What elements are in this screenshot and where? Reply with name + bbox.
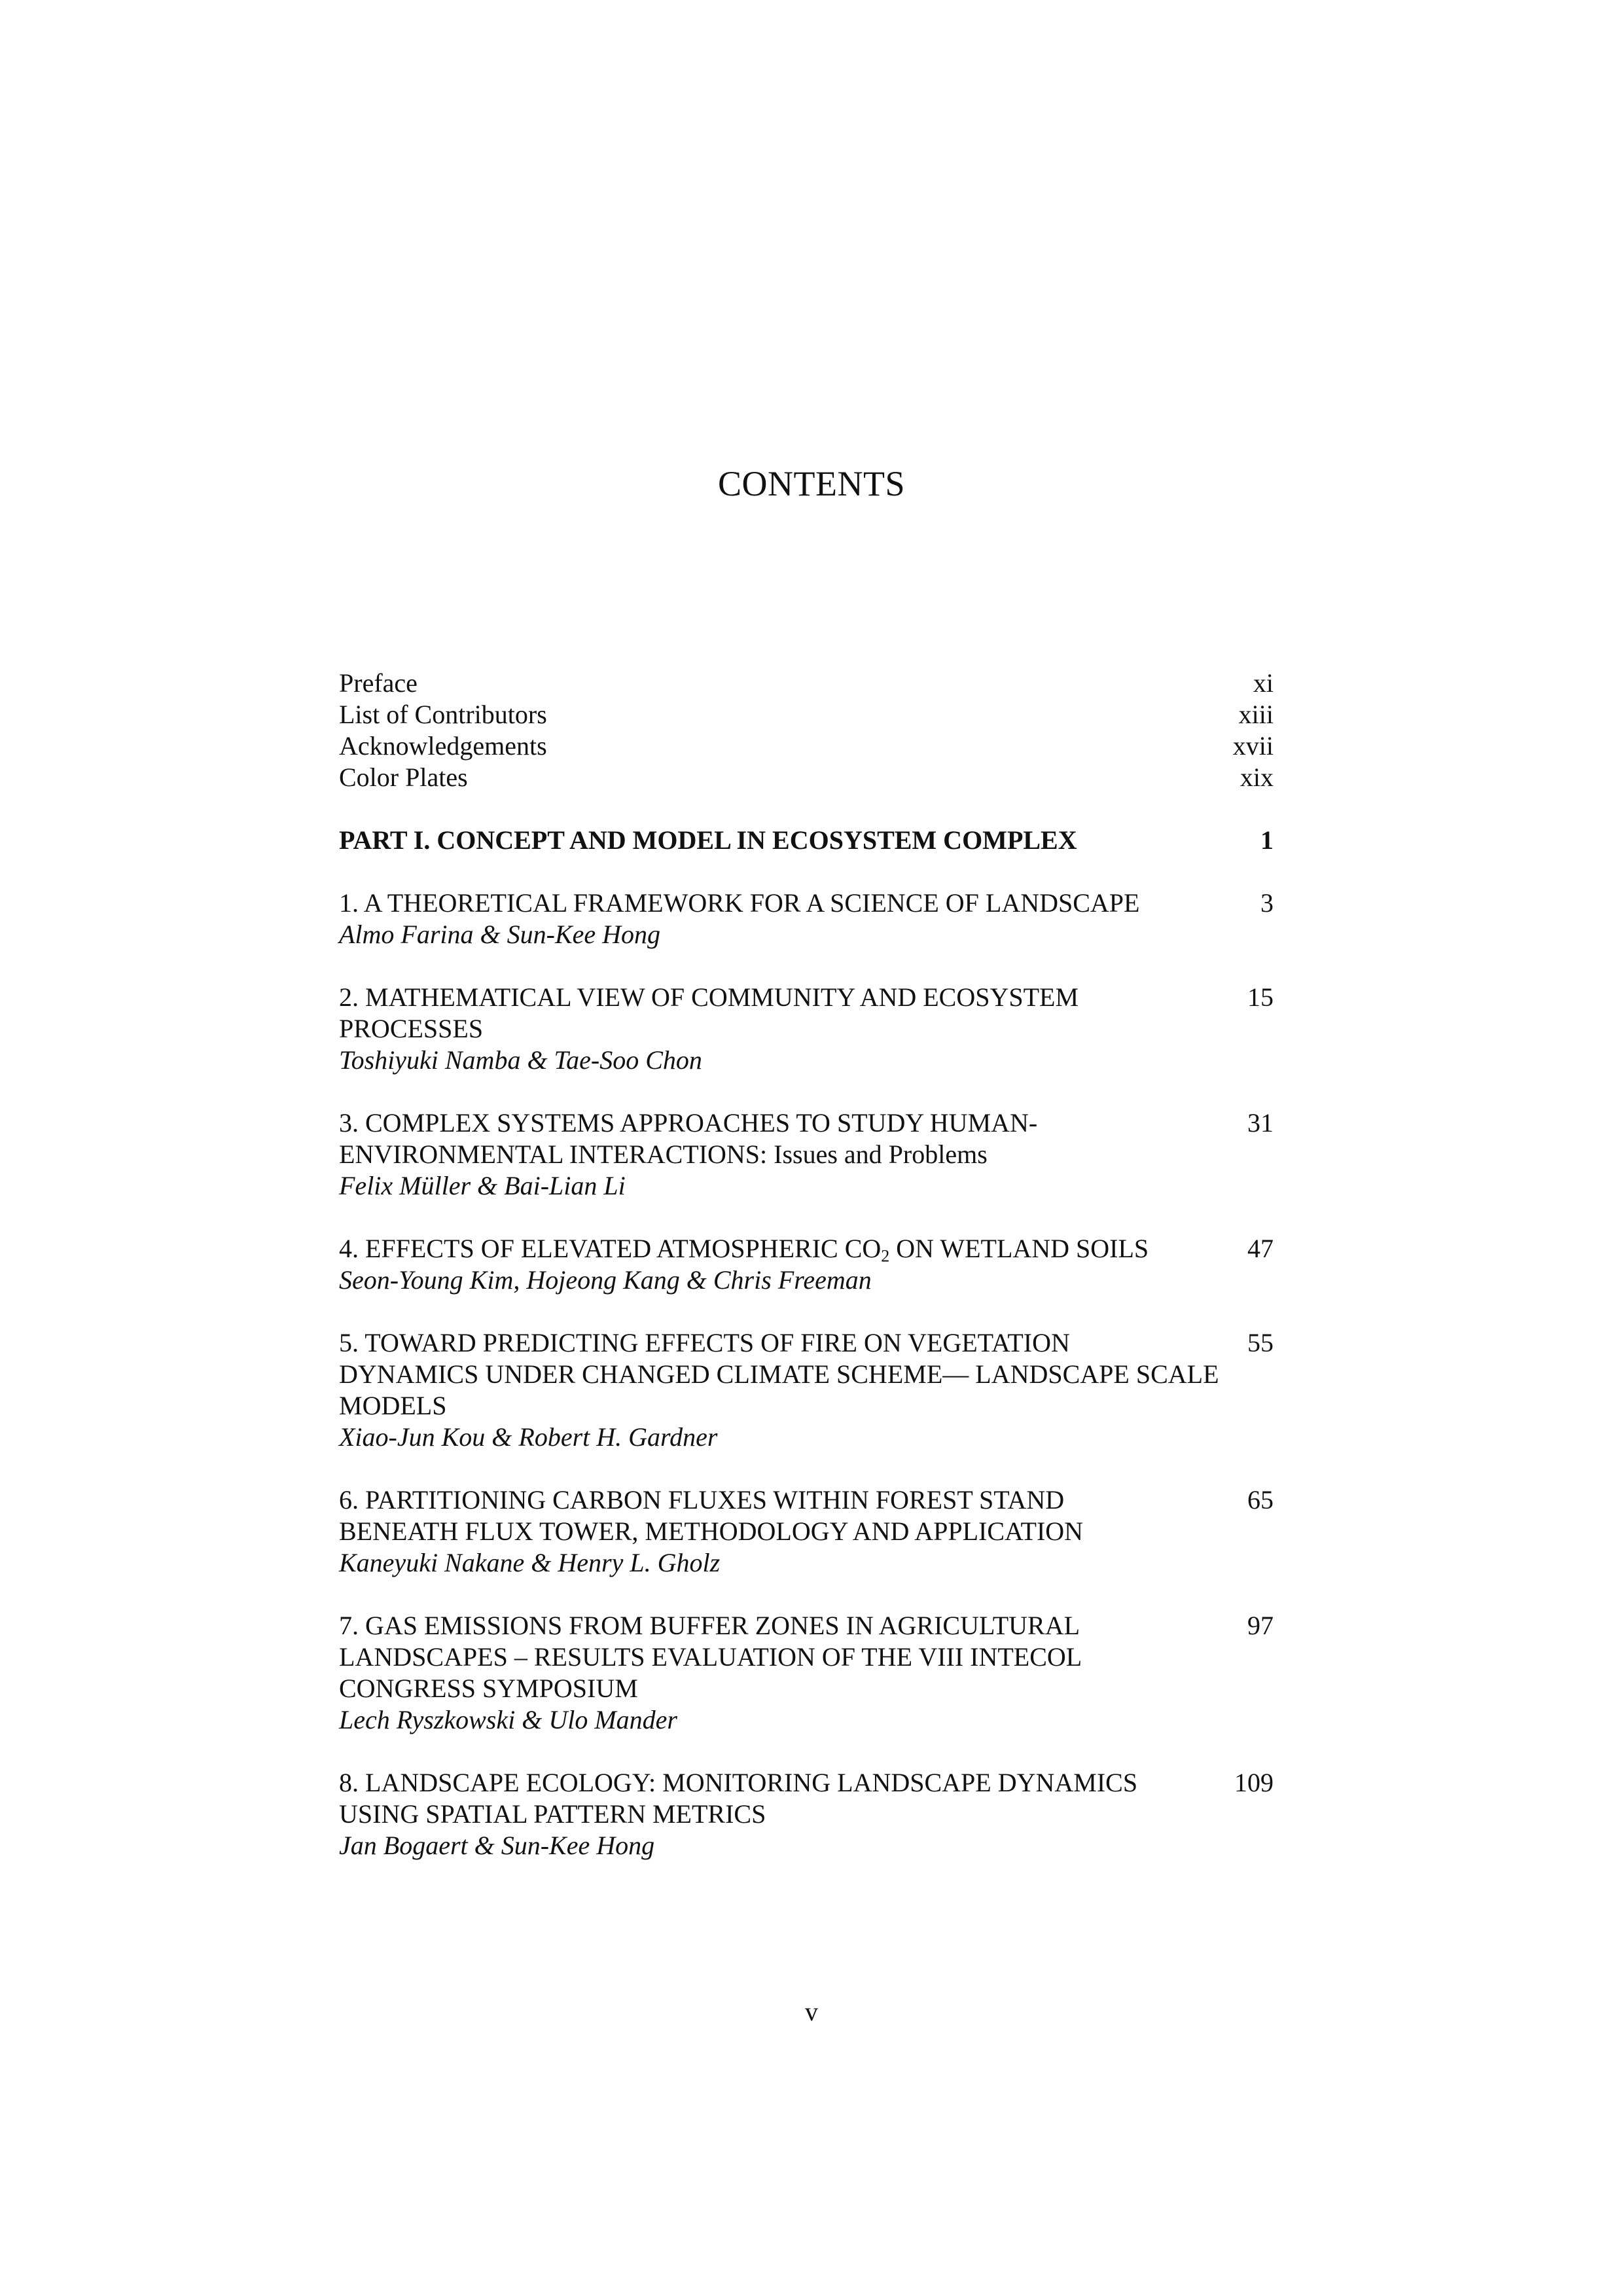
chapter-authors: Felix Müller & Bai-Lian Li: [339, 1171, 626, 1200]
part-title: PART I. CONCEPT AND MODEL IN ECOSYSTEM COMPLEX: [339, 825, 1077, 855]
chapter-title-line: BENEATH FLUX TOWER, METHODOLOGY AND APPLICATION: [339, 1516, 1084, 1546]
chapter-title-line: 7. GAS EMISSIONS FROM BUFFER ZONES IN AGRICULTURAL: [339, 1611, 1080, 1640]
chapter-title-line: 2. MATHEMATICAL VIEW OF COMMUNITY AND ECOSYSTEM: [339, 982, 1079, 1012]
chapter-title-line: USING SPATIAL PATTERN METRICS: [339, 1799, 766, 1829]
chapter-title-line: 1. A THEORETICAL FRAMEWORK FOR A SCIENCE OF LANDSCAPE: [339, 888, 1140, 918]
page-folio: v: [805, 1997, 818, 2026]
chapter-title-line: [339, 1233, 1149, 1265]
toc-chapter-5[interactable]: [339, 1327, 1274, 1453]
toc-entry-label: List of Contributors: [339, 700, 547, 729]
toc-page-number: 15: [1247, 982, 1274, 1012]
toc-page-number: xvii: [1232, 731, 1274, 761]
front-matter-list: [339, 668, 1274, 793]
toc-chapter-7[interactable]: [339, 1610, 1274, 1736]
toc-page-number: 65: [1247, 1485, 1274, 1515]
table-of-contents: [339, 668, 1274, 1893]
chapter-title-part: ON WETLAND SOILS: [889, 1234, 1149, 1263]
chapter-title-line: LANDSCAPES – RESULTS EVALUATION OF THE VIII INTECOL: [339, 1642, 1082, 1672]
chapter-title-line: DYNAMICS UNDER CHANGED CLIMATE SCHEME— LANDSCAPE SCALE: [339, 1359, 1219, 1389]
toc-row-preface[interactable]: [339, 668, 1274, 699]
chapter-text: [339, 1233, 1149, 1296]
toc-row-color-plates[interactable]: [339, 762, 1274, 793]
chapter-title-line: CONGRESS SYMPOSIUM: [339, 1674, 638, 1703]
toc-chapter-2[interactable]: [339, 982, 1274, 1076]
toc-page-number: 1: [1260, 825, 1274, 855]
chapter-text: [339, 1484, 1083, 1579]
toc-chapter-8[interactable]: [339, 1767, 1274, 1861]
toc-chapter-6[interactable]: [339, 1484, 1274, 1579]
toc-page-number: xi: [1253, 668, 1274, 698]
toc-page-number: 3: [1260, 888, 1274, 918]
chapter-authors: Xiao-Jun Kou & Robert H. Gardner: [339, 1422, 718, 1452]
toc-page-number: 97: [1247, 1611, 1274, 1640]
chapter-authors: Lech Ryszkowski & Ulo Mander: [339, 1705, 677, 1734]
chapter-title-line: 8. LANDSCAPE ECOLOGY: MONITORING LANDSCAPE DYNAMICS: [339, 1768, 1138, 1797]
chapter-authors: Toshiyuki Namba & Tae-Soo Chon: [339, 1045, 702, 1075]
chapter-text: [339, 1610, 1082, 1736]
toc-page-number: xix: [1240, 762, 1274, 792]
chapter-title-line: ENVIRONMENTAL INTERACTIONS: Issues and Problems: [339, 1139, 988, 1169]
chapter-title-part: 4. EFFECTS OF ELEVATED ATMOSPHERIC CO: [339, 1234, 882, 1263]
page-title: CONTENTS: [718, 464, 905, 503]
chapter-authors: Almo Farina & Sun-Kee Hong: [339, 920, 661, 949]
toc-page-number: 31: [1247, 1108, 1274, 1138]
toc-entry-label: Acknowledgements: [339, 731, 547, 761]
chapter-text: [339, 1327, 1219, 1453]
toc-page-number: xiii: [1238, 700, 1274, 729]
toc-page-number: 47: [1247, 1234, 1274, 1263]
chapter-authors: Seon-Young Kim, Hojeong Kang & Chris Freeman: [339, 1265, 872, 1295]
chapter-text: [339, 1107, 1037, 1202]
toc-entry-label: Color Plates: [339, 762, 468, 792]
toc-page-number: 109: [1234, 1768, 1274, 1797]
chapter-authors: Kaneyuki Nakane & Henry L. Gholz: [339, 1548, 721, 1577]
chapter-title-line: 5. TOWARD PREDICTING EFFECTS OF FIRE ON VEGETATION: [339, 1328, 1070, 1357]
toc-chapter-1[interactable]: [339, 888, 1274, 950]
chapter-text: [339, 1767, 1137, 1861]
toc-row-list-of-contributors[interactable]: [339, 699, 1274, 730]
chapter-title-line: 6. PARTITIONING CARBON FLUXES WITHIN FOREST STAND: [339, 1485, 1065, 1515]
subscript-two: 2: [881, 1246, 890, 1266]
chapter-text: [339, 982, 1079, 1076]
chapter-title-line: PROCESSES: [339, 1014, 484, 1043]
toc-entry-label: Preface: [339, 668, 418, 698]
toc-chapter-3[interactable]: [339, 1107, 1274, 1202]
chapter-authors: Jan Bogaert & Sun-Kee Hong: [339, 1831, 655, 1860]
toc-chapter-4[interactable]: [339, 1233, 1274, 1296]
chapter-text: [339, 888, 1139, 950]
toc-part-heading[interactable]: [339, 825, 1274, 856]
chapter-title-line: MODELS: [339, 1391, 447, 1420]
toc-page-number: 55: [1247, 1328, 1274, 1357]
toc-row-acknowledgements[interactable]: [339, 730, 1274, 762]
chapter-title-line: 3. COMPLEX SYSTEMS APPROACHES TO STUDY HUMAN-: [339, 1108, 1038, 1138]
